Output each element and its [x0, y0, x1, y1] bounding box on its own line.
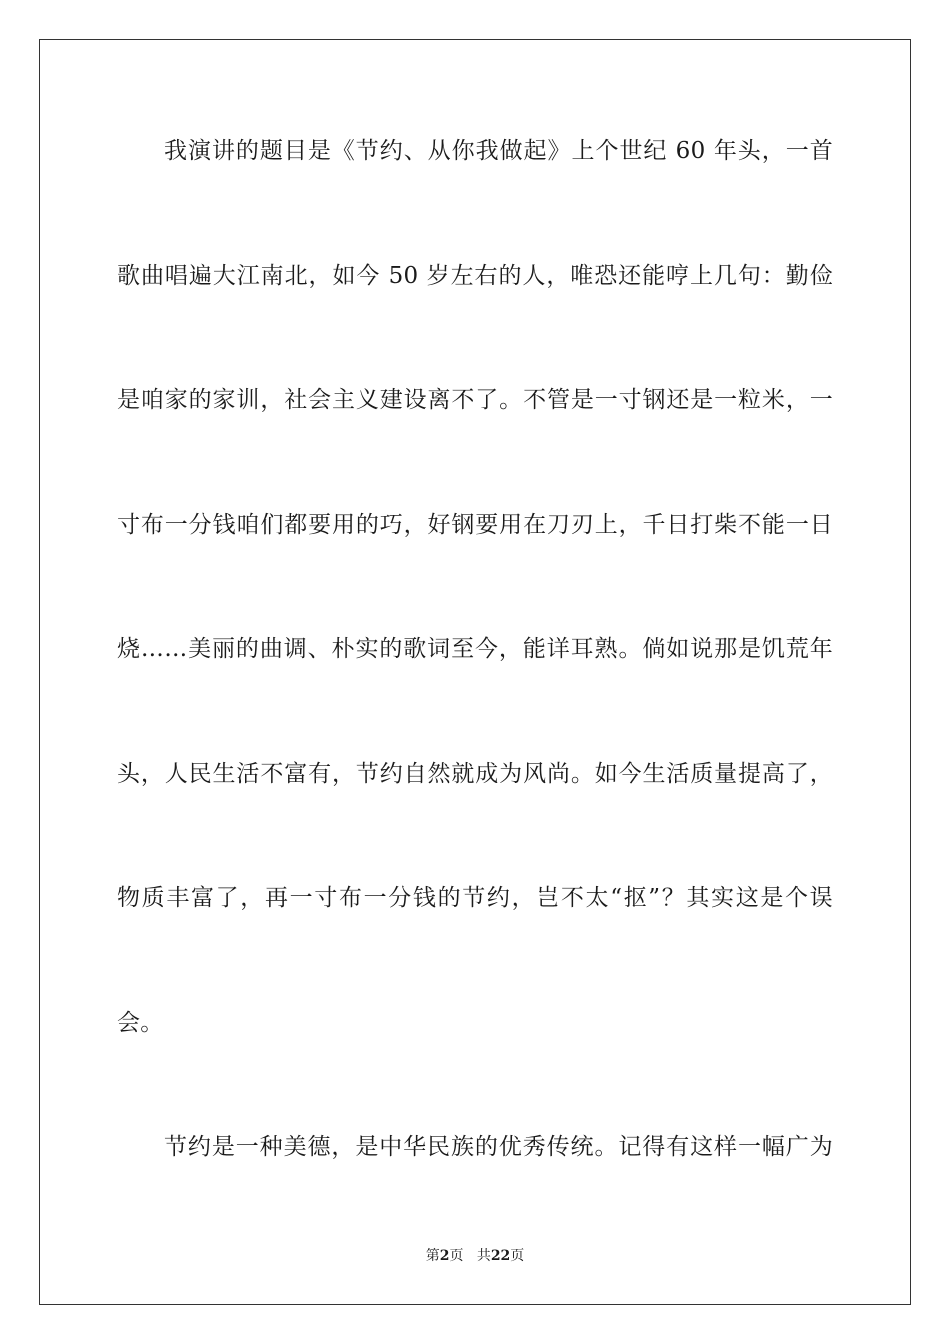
paragraph-line: 会。 — [117, 1010, 164, 1036]
paragraph-line: 歌曲唱遍大江南北，如今 50 岁左右的人，唯恐还能哼上几句：勤俭 — [117, 263, 833, 289]
paragraph-line: 头，人民生活不富有，节约自然就成为风尚。如今生活质量提高了， — [117, 761, 833, 787]
paragraph-line: 物质丰富了，再一寸布一分钱的节约，岂不太“抠”？其实这是个误 — [117, 885, 833, 911]
paragraph-line: 烧……美丽的曲调、朴实的歌词至今，能详耳熟。倘如说那是饥荒年 — [117, 636, 833, 662]
total-pages: 22 — [490, 1248, 511, 1264]
page-suffix: 页 — [449, 1248, 464, 1264]
paragraph-line: 是咱家的家训，社会主义建设离不了。不管是一寸钢还是一粒米，一 — [117, 387, 833, 413]
paragraph-line: 寸布一分钱咱们都要用的巧，好钢要用在刀刃上，千日打柴不能一日 — [117, 512, 833, 538]
page-footer — [0, 1247, 950, 1265]
page-border — [39, 39, 911, 1305]
total-prefix: 共 — [476, 1248, 491, 1264]
paragraph-line: 节约是一种美德，是中华民族的优秀传统。记得有这样一幅广为 — [164, 1134, 833, 1160]
paragraph-line: 我演讲的题目是《节约、从你我做起》上个世纪 60 年头，一首 — [164, 138, 833, 164]
page-number: 2 — [439, 1248, 450, 1264]
page-prefix: 第 — [425, 1248, 440, 1264]
total-suffix: 页 — [510, 1248, 525, 1264]
